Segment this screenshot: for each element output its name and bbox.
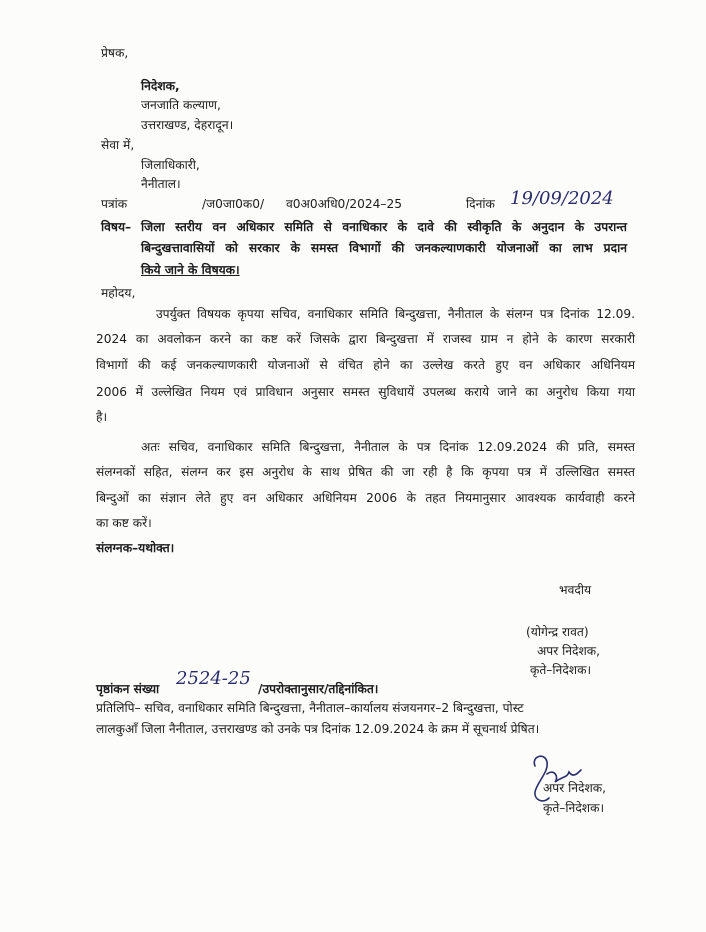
sender-dept: जनजाति कल्याण, — [141, 98, 221, 112]
endorsement-label: पृष्ठांकन संख्या — [96, 682, 160, 696]
second-sign-designation: अपर निदेशक, — [543, 781, 607, 795]
para2-line-2: संलग्नकों सहित, संलग्न कर इस अनुरोध के साथ प्रेषित की जा रही है कि कृपया पत्र में उल्लिखित समस्त — [96, 465, 635, 479]
para2-line-3: बिन्दुओं का संज्ञान लेते हुए वन अधिकार अधिनियम 2006 के तहत नियमानुसार आवश्यक कार्यवाही करने — [96, 491, 635, 505]
handwritten-signature-icon — [525, 748, 595, 808]
closing-yours: भवदीय — [559, 583, 592, 597]
copy-line-2: लालकुआँ जिला नैनीताल, उत्तराखण्ड को उनके पत्र दिनांक 12.09.2024 के क्रम में सूचनार्थ प्रेषित। — [96, 722, 540, 736]
sender-label: प्रेषक, — [101, 46, 129, 60]
para1-line-2: 2024 का अवलोकन करने का कष्ट करें जिसके द्वारा बिन्दुखत्ता में राजस्व ग्राम न होने के कारण सरकारी — [96, 332, 635, 346]
subject-line-2: बिन्दुखत्तावासियों को सरकार के समस्त विभागों की जनकल्याणकारी योजनाओं का लाभ प्रदान — [141, 241, 627, 255]
signatory-designation: अपर निदेशक, — [537, 644, 601, 658]
sender-address: उत्तराखण्ड, देहरादून। — [141, 118, 234, 132]
endorsement-suffix: /उपरोक्तानुसार/तद्दिनांकित। — [258, 682, 379, 696]
second-sign-for: कृते–निदेशक। — [543, 801, 605, 815]
copy-line-1: प्रतिलिपि– सचिव, वनाधिकार समिति बिन्दुखत्ता, नैनीताल–कार्यालय संजयनगर–2 बिन्दुखत्ता, पोस्ट — [96, 701, 524, 715]
handwritten-date: 19/09/2024 — [510, 188, 614, 209]
handwritten-endorsement-number: 2524-25 — [176, 668, 251, 689]
signatory-for: कृते–निदेशक। — [530, 663, 592, 677]
subject-label: विषय– — [101, 220, 132, 234]
enclosure: संलग्नक–यथोक्त। — [96, 541, 175, 555]
reference-label: पत्रांक — [101, 197, 128, 211]
recipient-label: सेवा में, — [101, 138, 135, 152]
recipient-place: नैनीताल। — [141, 177, 181, 191]
sender-name: निदेशक, — [141, 79, 180, 93]
para2-line-4: का कष्ट करें। — [96, 516, 152, 530]
recipient-name: जिलाधिकारी, — [141, 158, 200, 172]
salutation: महोदय, — [101, 286, 136, 300]
para1-line-4: 2006 में उल्लेखित नियम एवं प्राविधान अनुसार समस्त सुविधायें उपलब्ध कराये जाने का अनुरोध किया गया — [96, 385, 635, 399]
para1-line-5: है। — [96, 410, 108, 424]
para2-line-1: अतः सचिव, वनाधिकार समिति बिन्दुखत्ता, नैनीताल के पत्र दिनांक 12.09.2024 की प्रति, समस्त — [141, 440, 635, 454]
reference-date-label: दिनांक — [466, 197, 495, 211]
reference-part1: /ज0जा0क0/ — [202, 197, 265, 211]
para1-line-1: उपर्युक्त विषयक कृपया सचिव, वनाधिकार समिति बिन्दुखत्ता, नैनीताल के संलग्न पत्र दिनांक 12.09. — [156, 307, 635, 321]
signatory-name: (योगेन्द्र रावत) — [526, 625, 589, 639]
para1-line-3: विभागों की कई जनकल्याणकारी योजनाओं से वंचित होने का उल्लेख करते हुए वन अधिकार अधिनियम — [96, 358, 635, 372]
reference-part2: व0अ0अधि0/2024–25 — [286, 197, 403, 211]
subject-line-1: जिला स्तरीय वन अधिकार समिति से वनाधिकार के दावे की स्वीकृति के अनुदान के उपरान्त — [141, 220, 627, 234]
subject-line-3: किये जाने के विषयक। — [141, 263, 240, 277]
